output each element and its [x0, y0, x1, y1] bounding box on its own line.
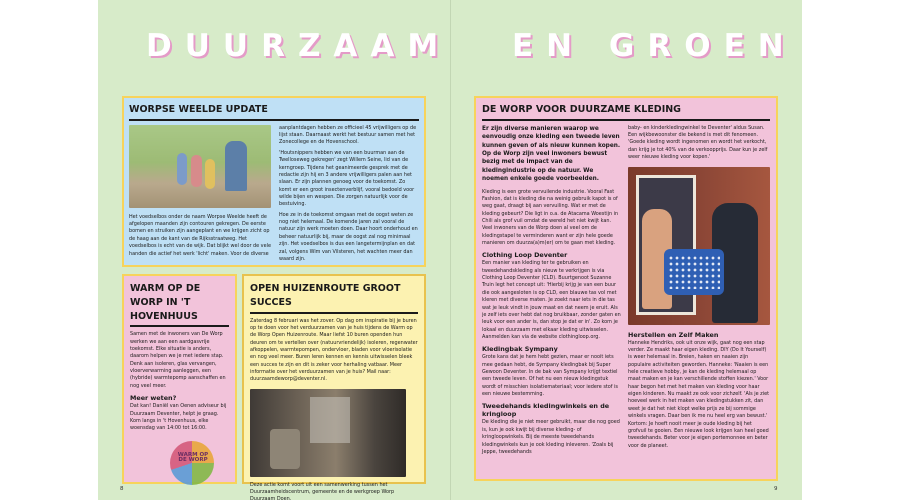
title-divider — [482, 119, 770, 121]
huizenroute-body: Zaterdag 8 februari was het zover. Op dag om inspiratie bij je buren op te doen voor het verduurzamen van je huis tijdens de Warm op de Worp Open Huizenroute. Maar liefst 10 buren openden hun deuren om te vertellen over (natuurvriendelijk) isoleren, regenwater afkoppelen, warmtepompen, ondervloer, bladen voor vloerisolatie en nog veel meer. Buren leren kennen en kennis uitwisselen bleek een succes te zijn en dit is zeker voor herhaling vatbaar. Meer informatie over het verduurzamen van je huis? Mail naar: duurzaamdeworp@deventer.nl. — [250, 317, 418, 383]
weelde-paragraph: 'Houtsnippers hebben we van een buurman aan de Twelloseweg gekregen' zegt Willem Seine, lid van de kerngroep. Tijdens het geanimeerde gesprek met de redactie zijn hij en 3 andere vrijwilligers palen aan het slaan. Er zijn plannen genoeg voor de toekomst. Zo komt er een groot insectenverblijf, vooral bedoeld voor wilde bijen en wespen. Die zorgen natuurlijk voor de bestuiving. — [279, 149, 415, 208]
kleding-col2-top: baby- en kinderkledingwinkel te Deventer' aldus Susan. Een wijkbewoonster die bekend is met dit fenomeen. 'Goede kleding wordt ingenomen en wordt het verkocht, dan krijg je tot 40% van de verkoopprijs. Daar kun je zelf weer nieuwe kleding voor kopen.' — [628, 124, 768, 161]
kleding-intro: Kleding is een grote vervuilende industrie. Vooral Fast Fashion, dat is kleding die na weinig gebruik kapot is of weg gaat, draagt bij aan vervuiling. Wat er met de kleding gebeurt? Die ligt in o.a. de Atacama Woestijn in Chili als grof vuil omdat de wereld het niet kwijt kan. Veel inwoners van de Worp doen al veel om de kledingstapel te verminderen want er zijn hele goede manieren om duurza(a)m(er) om te gaan met kleding. — [482, 188, 619, 247]
huizenroute-caption: Deze actie komt voort uit een samenwerking tussen het Duurzaamheidscentrum, gemeente en de werkgroep Worp Duurzaam Doen. — [250, 481, 395, 503]
weelde-paragraph: aanplantdagen hebben ze officieel 45 vrijwilligers op de lijst staan. Daarnaast werkt het bestuur samen met het Zonecollege en de Hovenschool. — [279, 124, 417, 146]
page-number-left: 8 — [120, 486, 124, 492]
hovenhuus-subhead: Meer weten? — [130, 394, 177, 403]
hovenhuus-subbody: Dat kan! Daniël van Oenen adviseur bij Duurzaam Deventer, helpt je graag. Kom langs in 't Hovenhuus, elke woensdag van 14:00 tot 16:00. — [130, 403, 227, 432]
photo-people-walking — [129, 125, 271, 208]
hovenhuus-body: Samen met de inwoners van De Worp werken we aan een aardgasvrije toekomst. Elke situatie is anders, daarom helpen we je met iedere stap. Denk aan isoleren, glas vervangen, vloerverwarming aanleggen, een (hybride) warmtepomp aanschaffen en nog veel meer. — [130, 331, 226, 389]
warm-op-de-worp-logo-icon — [170, 441, 214, 485]
title-divider — [130, 325, 229, 327]
huizenroute-title: OPEN HUIZENROUTE GROOT SUCCES — [250, 283, 401, 308]
title-divider — [250, 312, 418, 314]
worpse-weelde-article — [122, 96, 426, 267]
photo-boiler-room — [250, 389, 406, 477]
section-heading: Tweedehands kledingwinkels en de kringloop — [482, 402, 610, 419]
logo-text: WARM OP DE WORP — [177, 451, 209, 464]
worpse-weelde-title: WORPSE WEELDE UPDATE — [129, 104, 268, 115]
kleding-lead: Er zijn diverse manieren waarop we eenvoudig onze kleding een tweede leven kunnen geven of als nieuw kunnen kopen. Op de Worp zijn veel inwoners bewust bezig met de impact van de kledingindustrie op de natuur. We noemen enkele goede voorbeelden. — [482, 125, 621, 183]
section-heading: Clothing Loop Deventer — [482, 251, 568, 260]
hovenhuus-article — [122, 274, 237, 484]
page-number-right: 9 — [774, 486, 778, 492]
weelde-col1-text: Het voedselbos onder de naam Worpse Weelde heeft de afgelopen maanden zijn contouren gekregen. De eerste bomen en struiken zijn aangeplant en we krijgen zicht op de haag aan de kant van de Rijksstraatweg. Het voedselbos is echt van de wijk. Dat blijkt wel door de vele handen die actief het werk 'licht' maken. Voor de diverse — [129, 213, 271, 257]
huizenroute-article — [242, 274, 426, 503]
headline-right: EN GROEN — [512, 28, 797, 64]
headline-left: DUURZAAM — [146, 28, 452, 64]
hovenhuus-title: WARM OP DE WORP IN 'T HOVENHUUS — [130, 283, 201, 322]
section-body: De kleding die je niet meer gebruikt, maar die nog goed is, kun je ook kwijt bij diverse kleding- of kringloopwinkels. Bij de meeste tweedehands kledingwinkels kun je ook kleding inleveren. 'Zoals bij Jeppe, tweedehands — [482, 419, 620, 455]
section-body: Een manier van kleding ter te gebruiken en tweedehandskleding als nieuw te verkrijgen is via Clothing Loop Deventer (CLD). Buurtgenoot Suzanne Truin legt het concept uit: 'Hierbij krijg je van een buur die ook aangesloten is op CLD, een blauwe tas vol met kleren met diverse maten. Je zoekt naar iets in die tas wat je leuk vindt in jouw maat en dat neem je eruit. Als je zelf iets over hebt dat nog bruikbaar, zonder gaten en leuk voor een ander is, dan stop je dat er in'. Zo kom je lokaal en duurzaam met elkaar kleding uitwisselen. Aanmelden kan via de website clothingloop.org. — [482, 260, 621, 340]
kleding-title: DE WORP VOOR DUURZAME KLEDING — [482, 104, 681, 115]
page-gutter — [450, 0, 451, 500]
section-heading: Kledingbak Sympany — [482, 345, 558, 354]
section-body: Grote kans dat je hem hebt gezien, maar er nooit iets mee gedaan hebt, de Sympany kledingbak bij Super Gewoon Deventer. In de bak van Sympany krijgt textiel een tweede leven. Of het nu een nieuw kledingstuk wordt of misschien isolatiemateriaal; voor iedere stof is een nieuwe bestemming. — [482, 354, 618, 398]
title-divider — [129, 119, 419, 121]
section-heading: Herstellen en Zelf Maken — [628, 330, 719, 339]
photo-two-women-with-bag — [628, 167, 770, 325]
weelde-paragraph: Hoe ze in de toekomst omgaan met de oogst weten ze nog niet helemaal. De komende jaren zal vooral de natuur zijn werk moeten doen. Daar hoort onderhoud en beheer natuurlijk bij, maar de oogst zal nog minimaal zijn. Het voedselbos is dus een langetermijnplan en dat zal, volgens Wim van Vilsteren, het wachten meer dan waard zijn. — [279, 211, 418, 262]
section-body: Hanneke Hendriks, ook uit onze wijk, gaat nog een stap verder. Ze maakt haar eigen kleding. DIY (Do It Yourself) is weer helemaal in. Breien, haken en naaien zijn populaire activiteiten geworden. Hanneke: 'Naaien is een hele creatieve hobby, je kan de kleding helemaal op maat maken en je kan verschillende stoffen kiezen.' Voor haar begon het met het maken van kleding voor haar eigen kinderen. Nu maakt ze ook voor zichzelf. 'Als je ziet hoeveel werk in het maken van kledingstukken zit, dan weet je dat het niet klopt welke prijs ze bij sommige winkels vragen. Daar ben ik me nu heel erg van bewust.' Kortom: Je hoeft nooit meer je oude kleding bij het grofvuil te gooien. Een nieuwe look krijgen kan heel goed tweedehands. Beter voor je eigen portemonnee en beter voor de planeet. — [628, 339, 770, 449]
kleding-article — [474, 96, 778, 481]
